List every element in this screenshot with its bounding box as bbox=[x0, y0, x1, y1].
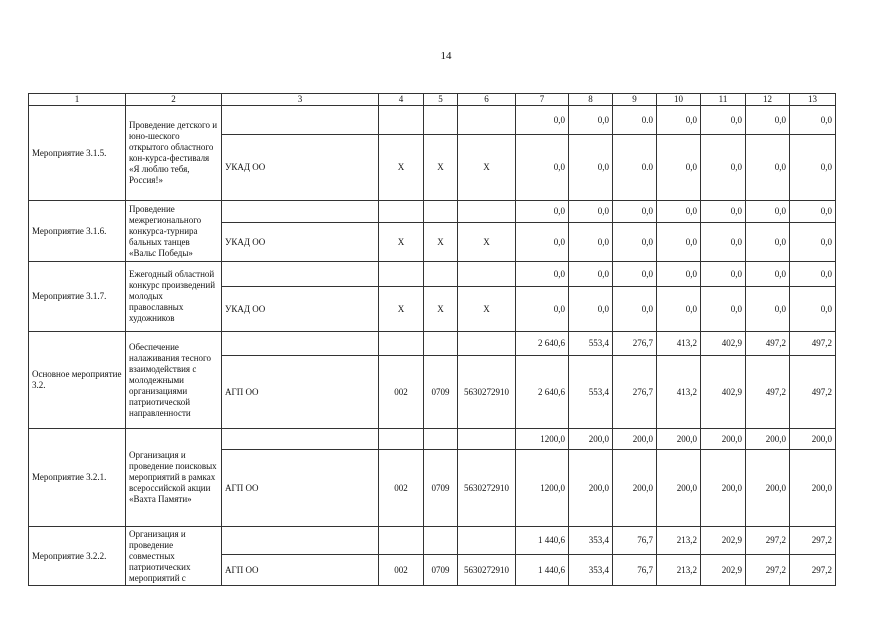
executor-cell bbox=[222, 429, 379, 450]
page-number: 14 bbox=[440, 50, 452, 62]
header-cell: 8 bbox=[569, 94, 613, 106]
executor-cell bbox=[222, 332, 379, 356]
code-cell bbox=[458, 332, 516, 356]
code-cell: X bbox=[458, 223, 516, 262]
amount-cell: 0,0 bbox=[790, 106, 836, 135]
executor-cell: АГП ОО bbox=[222, 356, 379, 429]
amount-cell: 0,0 bbox=[516, 135, 569, 201]
code-cell bbox=[379, 201, 424, 223]
executor-cell: УКАД ОО bbox=[222, 287, 379, 332]
amount-cell: 1 440,6 bbox=[516, 555, 569, 586]
amount-cell: 413,2 bbox=[657, 356, 701, 429]
amount-cell: 0,0 bbox=[569, 287, 613, 332]
code-cell bbox=[424, 429, 458, 450]
amount-cell: 497,2 bbox=[746, 332, 790, 356]
code-cell: 5630272910 bbox=[458, 555, 516, 586]
amount-cell: 276,7 bbox=[613, 356, 657, 429]
activity-description-cell: Организация и проведение поисковых мероприятий в рамках всероссийской акции «Вахта Памяти» bbox=[126, 429, 222, 527]
amount-cell: 0,0 bbox=[746, 201, 790, 223]
activity-description-cell: Организация и проведение совместных патриотических мероприятий с bbox=[126, 527, 222, 586]
code-cell: X bbox=[379, 223, 424, 262]
amount-cell: 0,0 bbox=[746, 135, 790, 201]
amount-cell: 497,2 bbox=[790, 332, 836, 356]
code-cell: X bbox=[379, 135, 424, 201]
header-cell: 2 bbox=[126, 94, 222, 106]
amount-cell: 76,7 bbox=[613, 555, 657, 586]
executor-cell: УКАД ОО bbox=[222, 223, 379, 262]
code-cell: X bbox=[424, 135, 458, 201]
table-row bbox=[29, 429, 836, 450]
amount-cell: 0,0 bbox=[657, 223, 701, 262]
code-cell bbox=[379, 262, 424, 287]
activity-description-cell: Проведение межрегионального конкурса-турнира бальных танцев «Вальс Победы» bbox=[126, 201, 222, 262]
budget-table bbox=[28, 93, 836, 586]
code-cell: 002 bbox=[379, 450, 424, 527]
amount-cell: 0,0 bbox=[746, 223, 790, 262]
amount-cell: 0,0 bbox=[613, 287, 657, 332]
amount-cell: 2 640,6 bbox=[516, 356, 569, 429]
amount-cell: 497,2 bbox=[790, 356, 836, 429]
amount-cell: 0,0 bbox=[746, 106, 790, 135]
header-cell: 13 bbox=[790, 94, 836, 106]
amount-cell: 0,0 bbox=[569, 262, 613, 287]
activity-name-cell: Мероприятие 3.1.7. bbox=[29, 262, 126, 332]
executor-cell: АГП ОО bbox=[222, 555, 379, 586]
activity-name-cell: Основное мероприятие 3.2. bbox=[29, 332, 126, 429]
amount-cell: 497,2 bbox=[746, 356, 790, 429]
amount-cell: 402,9 bbox=[701, 356, 746, 429]
activity-name-cell: Мероприятие 3.2.2. bbox=[29, 527, 126, 586]
amount-cell: 0,0 bbox=[790, 287, 836, 332]
header-cell: 5 bbox=[424, 94, 458, 106]
activity-description-cell: Ежегодный областной конкурс произведений молодых православных художников bbox=[126, 262, 222, 332]
amount-cell: 200,0 bbox=[746, 450, 790, 527]
amount-cell: 0,0 bbox=[516, 287, 569, 332]
code-cell bbox=[379, 527, 424, 555]
executor-cell: УКАД ОО bbox=[222, 135, 379, 201]
code-cell: X bbox=[379, 287, 424, 332]
amount-cell: 0,0 bbox=[657, 287, 701, 332]
amount-cell: 553,4 bbox=[569, 356, 613, 429]
code-cell bbox=[458, 262, 516, 287]
code-cell: 002 bbox=[379, 356, 424, 429]
amount-cell: 1200,0 bbox=[516, 450, 569, 527]
code-cell bbox=[424, 262, 458, 287]
amount-cell: 0,0 bbox=[569, 135, 613, 201]
code-cell bbox=[458, 201, 516, 223]
code-cell: X bbox=[458, 135, 516, 201]
amount-cell: 0,0 bbox=[657, 135, 701, 201]
amount-cell: 0,0 bbox=[701, 262, 746, 287]
header-cell: 6 bbox=[458, 94, 516, 106]
code-cell bbox=[424, 332, 458, 356]
amount-cell: 0,0 bbox=[613, 262, 657, 287]
amount-cell: 213,2 bbox=[657, 555, 701, 586]
amount-cell: 200,0 bbox=[701, 429, 746, 450]
activity-name-cell: Мероприятие 3.2.1. bbox=[29, 429, 126, 527]
amount-cell: 553,4 bbox=[569, 332, 613, 356]
code-cell bbox=[424, 527, 458, 555]
amount-cell: 0,0 bbox=[657, 201, 701, 223]
amount-cell: 202,9 bbox=[701, 555, 746, 586]
amount-cell: 353,4 bbox=[569, 527, 613, 555]
amount-cell: 0,0 bbox=[657, 106, 701, 135]
code-cell: 0709 bbox=[424, 555, 458, 586]
amount-cell: 2 640,6 bbox=[516, 332, 569, 356]
code-cell: 002 bbox=[379, 555, 424, 586]
table-row bbox=[29, 527, 836, 555]
amount-cell: 0,0 bbox=[746, 262, 790, 287]
header-cell: 11 bbox=[701, 94, 746, 106]
amount-cell: 213,2 bbox=[657, 527, 701, 555]
amount-cell: 0,0 bbox=[516, 106, 569, 135]
amount-cell: 0,0 bbox=[516, 223, 569, 262]
code-cell bbox=[458, 527, 516, 555]
activity-description-cell: Проведение детского и юно-шеского открытого областного кон-курса-фестиваля «Я люблю тебя, Россия!» bbox=[126, 106, 222, 201]
code-cell: X bbox=[424, 287, 458, 332]
code-cell: 5630272910 bbox=[458, 356, 516, 429]
amount-cell: 0,0 bbox=[790, 223, 836, 262]
amount-cell: 297,2 bbox=[790, 555, 836, 586]
amount-cell: 200,0 bbox=[569, 429, 613, 450]
amount-cell: 276,7 bbox=[613, 332, 657, 356]
amount-cell: 200,0 bbox=[701, 450, 746, 527]
amount-cell: 353,4 bbox=[569, 555, 613, 586]
amount-cell: 0,0 bbox=[701, 135, 746, 201]
amount-cell: 0,0 bbox=[790, 201, 836, 223]
table-row bbox=[29, 106, 836, 135]
amount-cell: 200,0 bbox=[657, 429, 701, 450]
amount-cell: 1 440,6 bbox=[516, 527, 569, 555]
amount-cell: 76,7 bbox=[613, 527, 657, 555]
amount-cell: 0,0 bbox=[657, 262, 701, 287]
code-cell bbox=[379, 429, 424, 450]
amount-cell: 0,0 bbox=[701, 201, 746, 223]
activity-name-cell: Мероприятие 3.1.5. bbox=[29, 106, 126, 201]
header-cell: 4 bbox=[379, 94, 424, 106]
amount-cell: 297,2 bbox=[790, 527, 836, 555]
activity-name-cell: Мероприятие 3.1.6. bbox=[29, 201, 126, 262]
amount-cell: 0,0 bbox=[569, 223, 613, 262]
executor-cell bbox=[222, 262, 379, 287]
executor-cell: АГП ОО bbox=[222, 450, 379, 527]
table-row bbox=[29, 332, 836, 356]
amount-cell: 202,9 bbox=[701, 527, 746, 555]
header-cell: 1 bbox=[29, 94, 126, 106]
header-cell: 7 bbox=[516, 94, 569, 106]
code-cell bbox=[424, 106, 458, 135]
code-cell bbox=[424, 201, 458, 223]
code-cell bbox=[458, 106, 516, 135]
amount-cell: 0,0 bbox=[516, 201, 569, 223]
amount-cell: 1200,0 bbox=[516, 429, 569, 450]
executor-cell bbox=[222, 527, 379, 555]
amount-cell: 200,0 bbox=[613, 429, 657, 450]
header-cell: 12 bbox=[746, 94, 790, 106]
code-cell: X bbox=[458, 287, 516, 332]
amount-cell: 402,9 bbox=[701, 332, 746, 356]
table-row bbox=[29, 262, 836, 287]
amount-cell: 200,0 bbox=[657, 450, 701, 527]
amount-cell: 297,2 bbox=[746, 555, 790, 586]
amount-cell: 0,0 bbox=[790, 262, 836, 287]
activity-description-cell: Обеспечение налаживания тесного взаимодействия с молодежными организациями патриотической направленности bbox=[126, 332, 222, 429]
amount-cell: 0,0 bbox=[569, 106, 613, 135]
amount-cell: 0.0 bbox=[613, 135, 657, 201]
header-row bbox=[29, 94, 836, 106]
amount-cell: 0,0 bbox=[746, 287, 790, 332]
code-cell bbox=[379, 332, 424, 356]
amount-cell: 0,0 bbox=[701, 287, 746, 332]
amount-cell: 200,0 bbox=[790, 429, 836, 450]
amount-cell: 413,2 bbox=[657, 332, 701, 356]
header-cell: 10 bbox=[657, 94, 701, 106]
code-cell: 0709 bbox=[424, 450, 458, 527]
code-cell: 0709 bbox=[424, 356, 458, 429]
amount-cell: 0,0 bbox=[790, 135, 836, 201]
amount-cell: 0,0 bbox=[613, 223, 657, 262]
amount-cell: 200,0 bbox=[569, 450, 613, 527]
amount-cell: 0,0 bbox=[516, 262, 569, 287]
amount-cell: 0,0 bbox=[701, 223, 746, 262]
header-cell: 9 bbox=[613, 94, 657, 106]
amount-cell: 297,2 bbox=[746, 527, 790, 555]
code-cell: 5630272910 bbox=[458, 450, 516, 527]
executor-cell bbox=[222, 201, 379, 223]
code-cell bbox=[379, 106, 424, 135]
code-cell bbox=[458, 429, 516, 450]
table-row bbox=[29, 201, 836, 223]
amount-cell: 200,0 bbox=[790, 450, 836, 527]
code-cell: X bbox=[424, 223, 458, 262]
header-cell: 3 bbox=[222, 94, 379, 106]
amount-cell: 0,0 bbox=[569, 201, 613, 223]
amount-cell: 200,0 bbox=[613, 450, 657, 527]
amount-cell: 0,0 bbox=[613, 201, 657, 223]
amount-cell: 0.0 bbox=[613, 106, 657, 135]
amount-cell: 200,0 bbox=[746, 429, 790, 450]
amount-cell: 0,0 bbox=[701, 106, 746, 135]
executor-cell bbox=[222, 106, 379, 135]
